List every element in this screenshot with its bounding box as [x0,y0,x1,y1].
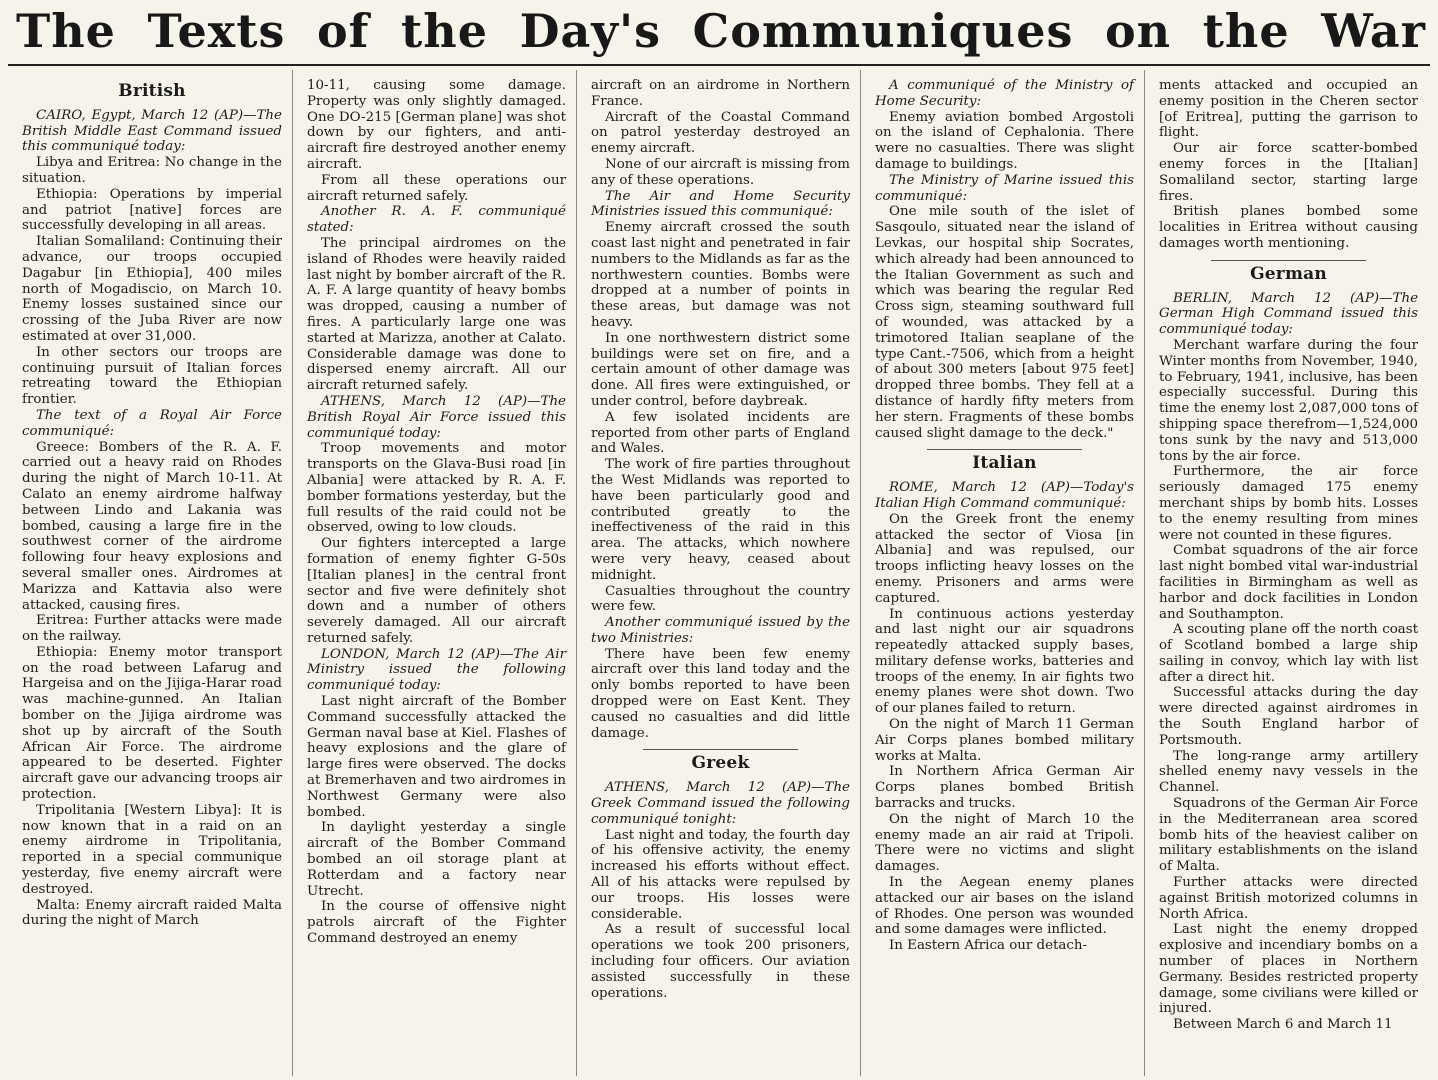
columns [8,70,1430,1076]
headline-word: Communiques [692,4,1074,58]
headline-word: Texts [147,4,286,58]
article-paragraph: In Eastern Africa our detach- [889,938,1088,954]
article-paragraph: A few isolated incidents are reported from other parts of England and Wales. [591,409,850,457]
article-paragraph: Eritrea: Further attacks were made on the railway. [22,613,282,645]
article-paragraph: A scouting plane off the north coast of Scotland bombed a large ship sailing in convoy, which lay with list after a direct hit. [1159,622,1418,685]
article-paragraph: Tripolitania [Western Libya]: It is now known that in a raid on an enemy airdrome in Tripolitania, reported in a special communique yesterday, five enemy aircraft were destroyed. [22,802,282,897]
article-paragraph: In other sectors our troops are continuing pursuit of Italian forces retreating toward the Ethiopian frontier. [22,344,282,408]
section-divider [927,449,1082,450]
column-2 [292,70,576,1076]
column-3 [576,70,860,1076]
dateline-paragraph: ROME, March 12 (AP)—Today's Italian High Command communiqué: [875,480,1134,511]
article-paragraph: In the Aegean enemy planes attacked our air bases on the island of Rhodes. One person was wounded and some damages were inflicted. [875,875,1134,938]
article-paragraph: On the night of March 11 German Air Corps planes bombed military works at Malta. [875,717,1134,764]
column-5 [1144,70,1428,1076]
article-paragraph: Casualties throughout the country were few. [591,583,850,615]
article-paragraph: Our air force scatter-bombed enemy forces in the [Italian] Somaliland sector, starting large fires. [1159,141,1418,204]
article-paragraph: None of our aircraft is missing from any of these operations. [591,156,850,188]
dateline-paragraph: BERLIN, March 12 (AP)—The German High Command issued this communiqué today: [1159,290,1418,338]
dateline-paragraph: LONDON, March 12 (AP)—The Air Ministry issued the following communiqué today: [307,646,566,694]
article-paragraph: There have been few enemy aircraft over this land today and the only bombs reported to have been dropped were on East Kent. They caused no casualties and did little damage. [591,646,850,741]
page-headline [0,0,1438,62]
dateline-paragraph: The text of a Royal Air Force communiqué: [22,407,282,439]
column-5-text-b [1159,291,1418,1033]
article-paragraph: Ethiopia: Operations by imperial and patriot [native] forces are successfully developing in all areas. [22,186,282,234]
article-paragraph: Merchant warfare during the four Winter months from November, 1940, to February, 1941, inclusive, has been especially successful. During this time the enemy lost 2,087,000 tons of shipping space therefrom—1,524,000 tons sunk by the navy and 513,000 tons by the air force. [1159,337,1418,464]
headline-word: War [1321,4,1426,58]
article-paragraph: Further attacks were directed against British motorized columns in North Africa. [1159,875,1418,922]
article-paragraph: ments attacked and occupied an enemy position in the Cheren sector [of Eritrea], putting the garrison to flight. [1159,78,1418,141]
article-paragraph: In one northwestern district some buildings were set on fire, and a certain amount of other damage was done. All fires were extinguished, or under control, before daybreak. [591,330,850,409]
article-paragraph: Malta: Enemy aircraft raided Malta during the night of March [22,897,282,929]
dateline-paragraph: The Ministry of Marine issued this communiqué: [875,172,1134,204]
column-3-text-a [591,78,850,741]
headline-word: of [316,4,370,58]
article-paragraph: From all these operations our aircraft returned safely. [307,172,566,204]
section-heading-greek: Greek [691,753,750,774]
article-paragraph: Last night and today, the fourth day of his offensive activity, the enemy increased his efforts without effect. All of his attacks were repulsed by our troops. His losses were considerable. [591,827,850,922]
article-paragraph: In daylight yesterday a single aircraft of the Bomber Command bombed an oil storage plant at Rotterdam and a factory near Utrecht. [307,820,566,899]
article-paragraph: Italian Somaliland: Continuing their advance, our troops occupied Dagabur [in Ethiopia], 400 miles north of Mogadiscio, on March 10. Enemy losses sustained since our crossing of the Juba River are now estimated at over 31,000. [22,234,282,344]
article-paragraph: In the course of offensive night patrols aircraft of the Fighter Command destroyed an enemy [307,899,566,947]
headline-word: on [1104,4,1172,58]
dateline-paragraph: Another communiqué issued by the two Ministries: [591,615,850,646]
column-4-text-a [875,78,1134,441]
article-paragraph: Libya and Eritrea: No change in the situation. [22,155,282,186]
article-paragraph: Squadrons of the German Air Force in the Mediterranean area scored bomb hits of the heaviest caliber on military establishments on the island of Malta. [1159,796,1418,875]
article-paragraph: Last night aircraft of the Bomber Command successfully attacked the German naval base at Kiel. Flashes of heavy explosions and the glare of large fires were observed. The docks at Bremerhaven and two airdromes in Northwest Germany were also bombed. [307,694,566,820]
article-paragraph: Between March 6 and March 11 [1173,1017,1393,1033]
column-3-text-b [591,780,850,1001]
article-paragraph: Troop movements and motor transports on the Glava-Busi road [in Albania] were attacked by R. A. F. bomber formations yesterday, but the full results of the raid could not be observed, owing to low clouds. [307,441,566,536]
article-paragraph: Combat squadrons of the air force last night bombed vital war-industrial facilities in Birmingham as well as harbor and dock facilities in London and Southampton. [1159,543,1418,622]
article-paragraph: aircraft on an airdrome in Northern France. [591,78,850,109]
section-divider [643,749,798,750]
article-paragraph: Ethiopia: Enemy motor transport on the road between Lafarug and Hargeisa and on the Jijiga-Harar road was machine-gunned. An Italian bomber on the Jijiga airdrome was shot up by aircraft of the South African Air Force. The airdrome appeared to be deserted. Fighter aircraft gave our advancing troops air protection. [22,644,282,803]
article-paragraph: Aircraft of the Coastal Command on patrol yesterday destroyed an enemy aircraft. [591,109,850,157]
headline-rule [8,64,1430,66]
column-1 [8,70,292,1076]
dateline-paragraph: A communiqué of the Ministry of Home Security: [875,78,1134,109]
dateline-paragraph: ATHENS, March 12 (AP)—The British Royal Air Force issued this communiqué today: [307,393,566,441]
column-2-text [307,78,566,947]
article-paragraph: Successful attacks during the day were directed against airdromes in the South England harbor of Portsmouth. [1159,685,1418,748]
article-paragraph: Enemy aircraft crossed the south coast last night and penetrated in fair numbers to the Midlands as far as the northwestern counties. Bombs were dropped at a number of points in these areas, but damage was not heavy. [591,220,850,330]
headline-word: the [401,4,488,58]
section-heading-italian: Italian [972,453,1037,474]
article-paragraph: One mile south of the islet of Sasqoulo, situated near the island of Levkas, our hospital ship Socrates, which already had been announced to the Italian Government as such and which was bearing the regular Red Cross sign, steaming southward full of wounded, was attacked by a trimotored Italian seaplane of the type Cant.-7506, which from a height of about 300 meters [about 975 feet] dropped three bombs. They fell at a distance of hardly fifty meters from her stern. Fragments of these bombs caused slight damage to the deck." [875,204,1134,441]
article-paragraph: Last night the enemy dropped explosive and incendiary bombs on a number of places in Northern Germany. Besides restricted property damage, some civilians were killed or injured. [1159,922,1418,1017]
section-divider [1211,260,1366,261]
column-5-text-a [1159,78,1418,252]
column-1-text [22,108,282,929]
section-heading-british: British [118,81,186,101]
column-4 [860,70,1144,1076]
dateline-paragraph: CAIRO, Egypt, March 12 (AP)—The British Middle East Command issued this communiqué today: [22,107,282,155]
headline-word: the [1202,4,1290,58]
article-paragraph: Greece: Bombers of the R. A. F. carried out a heavy raid on Rhodes during the night of March 10-11. At Calato an enemy airdrome halfway between Lindo and Lakania was bombed, causing a large fire in the southwest corner of the airdrome following four heavy explosions and several smaller ones. Airdromes at Marizza and Kattavia also were attacked, causing fires. [22,439,282,613]
article-paragraph: British planes bombed some localities in Eritrea without causing damages worth mentioning. [1159,204,1418,251]
article-paragraph: On the Greek front the enemy attacked the sector of Viosa [in Albania] and was repulsed, our troops inflicting heavy losses on the enemy. Prisoners and arms were captured. [875,511,1134,606]
article-paragraph: In continuous actions yesterday and last night our air squadrons repeatedly attacked supply bases, military defense works, batteries and troops of the enemy. In air fights two enemy planes were shot down. Two of our planes failed to return. [875,606,1134,717]
article-paragraph: The work of fire parties throughout the West Midlands was reported to have been particularly good and contributed greatly to the ineffectiveness of the raid in this area. The attacks, which nowhere were very heavy, ceased about midnight. [591,457,850,583]
article-paragraph: The principal airdromes on the island of Rhodes were heavily raided last night by bomber aircraft of the R. A. F. A large quantity of heavy bombs was dropped, causing a number of fires. A particularly large one was started at Marizza, another at Calato. Considerable damage was done to dispersed enemy aircraft. All our aircraft returned safely. [307,235,566,394]
article-paragraph: Our fighters intercepted a large formation of enemy fighter G-50s [Italian planes] in the central front sector and five were definitely shot down and a number of others severely damaged. All our aircraft returned safely. [307,536,566,646]
section-heading-german: German [1250,263,1327,284]
headline-word: Day's [519,4,661,58]
dateline-paragraph: Another R. A. F. communiqué stated: [307,204,566,236]
dateline-paragraph: ATHENS, March 12 (AP)—The Greek Command issued the following communiqué tonight: [591,780,850,827]
headline-word: The [16,4,116,58]
dateline-paragraph: The Air and Home Security Ministries issued this communiqué: [591,188,850,220]
article-paragraph: Enemy aviation bombed Argostoli on the island of Cephalonia. There were no casualties. There was slight damage to buildings. [875,109,1134,172]
article-paragraph: In Northern Africa German Air Corps planes bombed British barracks and trucks. [875,764,1134,812]
article-paragraph: On the night of March 10 the enemy made an air raid at Tripoli. There were no victims and slight damages. [875,811,1134,875]
article-paragraph: 10-11, causing some damage. Property was only slightly damaged. One DO-215 [German plane] was shot down by our fighters, and anti-aircraft fire destroyed another enemy aircraft. [307,78,566,172]
article-paragraph: The long-range army artillery shelled enemy navy vessels in the Channel. [1159,748,1418,796]
column-4-text-b [875,480,1134,954]
article-paragraph: Furthermore, the air force seriously damaged 175 enemy merchant ships by bomb hits. Losses to the enemy resulting from mines were not counted in these figures. [1159,464,1418,543]
article-paragraph: As a result of successful local operations we took 200 prisoners, including four officers. Our aviation assisted successfully in these operations. [591,922,850,1001]
